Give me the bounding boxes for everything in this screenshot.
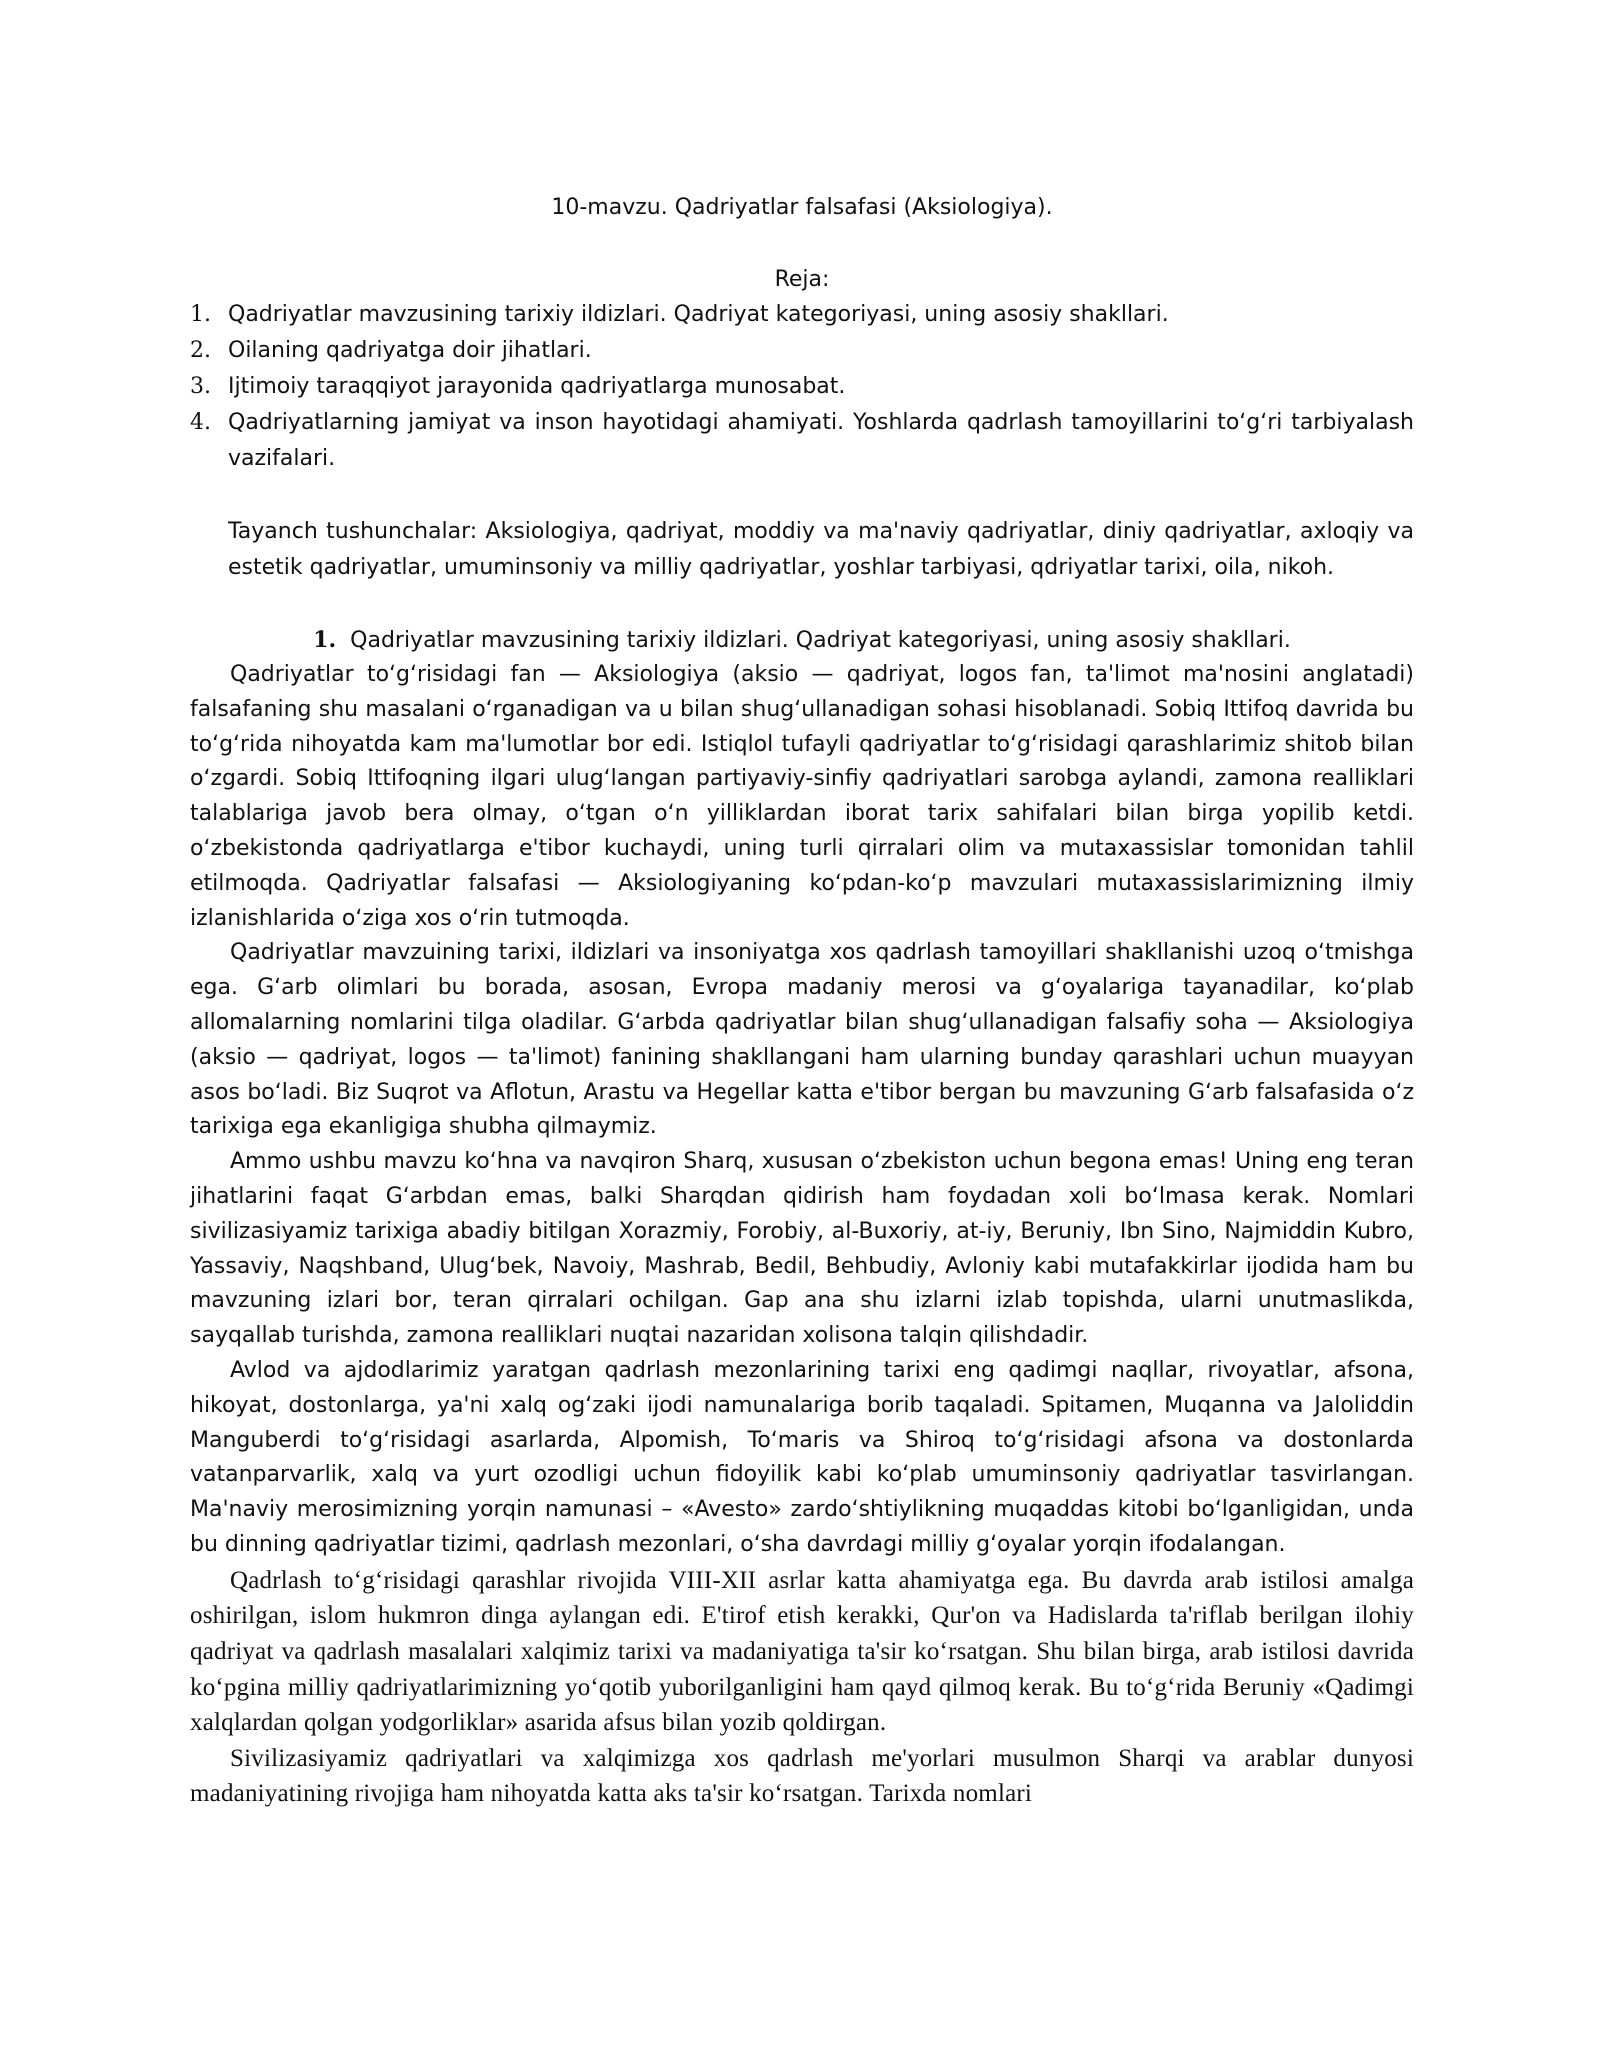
- plan-item: [190, 333, 1414, 369]
- plan-item-number: 2.: [190, 338, 211, 363]
- document-title: 10-mavzu. Qadriyatlar falsafasi (Aksiologiya).: [551, 195, 1053, 220]
- plan-item: [190, 405, 1414, 477]
- plan-item-number: 4.: [190, 410, 211, 435]
- section-body: [190, 658, 1414, 1812]
- section-heading: [190, 622, 1414, 659]
- plan-item: [190, 297, 1414, 333]
- plan-item-text: Oilaning qadriyatga doir jihatlari.: [228, 338, 592, 363]
- body-paragraph: Ammo ushbu mavzu koʻhna va navqiron Sharq, xususan oʻzbekiston uchun begona emas! Uning eng teran jihatlarini faqat Gʻarbdan emas, balki Sharqdan qidirish ham foydadan xoli boʻlmasa kerak. Nomlari sivilizasiyamiz tarixiga abadiy bitilgan Xorazmiy, Forobiy, al-Buxoriy, at-iy, Beruniy, Ibn Sino, Najmiddin Kubro, Yassaviy, Naqshband, Ulugʻbek, Navoiy, Mashrab, Bedil, Behbudiy, Avloniy kabi mutafakkirlar ijodida ham bu mavzuning izlari bor, teran qirralari ochilgan. Gap ana shu izlarni izlab topishda, ularni unutmaslikda, sayqallab turishda, zamona realliklari nuqtai nazaridan xolisona talqin qilishdadir.: [190, 1149, 1414, 1349]
- plan-title: Reja:: [774, 267, 830, 292]
- key-terms-paragraph: Tayanch tushunchalar: Aksiologiya, qadriyat, moddiy va ma'naviy qadriyatlar, diniy qadriyatlar, axloqiy va estetik qadriyatlar, umuminsoniy va milliy qadriyatlar, yoshlar tarbiyasi, qdriyatlar tarixi, oila, nikoh.: [228, 519, 1414, 580]
- section-number: 1.: [313, 627, 337, 653]
- section-heading-text: Qadriyatlar mavzusining tarixiy ildizlari. Qadriyat kategoriyasi, uning asosiy shakllari.: [350, 628, 1291, 653]
- body-paragraph: Sivilizasiyamiz qadriyatlari va xalqimizga xos qadrlash me'yorlari musulmon Sharqi va arablar dunyosi madaniyatining rivojiga ham nihoyatda katta aks ta'sir koʻrsatgan. Tarixda nomlari: [190, 1744, 1414, 1808]
- plan-item-text: Ijtimoiy taraqqiyot jarayonida qadriyatlarga munosabat.: [228, 374, 846, 399]
- plan-item-text: Qadriyatlarning jamiyat va inson hayotidagi ahamiyati. Yoshlarda qadrlash tamoyillarini toʻgʻri tarbiyalash vazifalari.: [228, 410, 1414, 471]
- plan-item-text: Qadriyatlar mavzusining tarixiy ildizlari. Qadriyat kategoriyasi, uning asosiy shakllari.: [228, 302, 1169, 327]
- plan-item: [190, 369, 1414, 405]
- body-paragraph: Qadriyatlar mavzuining tarixi, ildizlari va insoniyatga xos qadrlash tamoyillari shakllanishi uzoq oʻtmishga ega. Gʻarb olimlari bu borada, asosan, Evropa madaniy merosi va gʻoyalariga tayanadilar, koʻplab allomalarning nomlarini tilga oladilar. Gʻarbda qadriyatlar bilan shugʻullanadigan falsafiy soha — Aksiologiya (aksio — qadriyat, logos — ta'limot) fanining shakllangani ham ularning bunday qarashlari uchun muayyan asos boʻladi. Biz Suqrot va Aflotun, Arastu va Hegellar katta e'tibor bergan bu mavzuning Gʻarb falsafasida oʻz tarixiga ega ekanligiga shubha qilmaymiz.: [190, 940, 1414, 1140]
- plan-item-number: 1.: [190, 302, 211, 327]
- body-paragraph: Qadriyatlar toʻgʻrisidagi fan — Aksiologiya (aksio — qadriyat, logos fan, ta'limot ma'nosini anglatadi) falsafaning shu masalani oʻrganadigan va u bilan shugʻullanadigan sohasi hisoblanadi. Sobiq Ittifoq davrida bu toʻgʻrida nihoyatda kam ma'lumotlar bor edi. Istiqlol tufayli qadriyatlar toʻgʻrisidagi qarashlarimiz shitob bilan oʻzgardi. Sobiq Ittifoqning ilgari ulugʻlangan partiyaviy-sinfiy qadriyatlari sarobga aylandi, zamona realliklari talablariga javob bera olmay, oʻtgan oʻn yilliklardan iborat tarix sahifalari bilan birga yopilib ketdi. oʻzbekistonda qadriyatlarga e'tibor kuchaydi, uning turli qirralari olim va mutaxassislar tomonidan tahlil etilmoqda. Qadriyatlar falsafasi — Aksiologiyaning koʻpdan-koʻp mavzulari mutaxassislarimizning ilmiy izlanishlarida oʻziga xos oʻrin tutmoqda.: [190, 662, 1414, 931]
- body-paragraph: Qadrlash toʻgʻrisidagi qarashlar rivojida VIII-XII asrlar katta ahamiyatga ega. Bu davrda arab istilosi amalga oshirilgan, islom hukmron dinga aylangan edi. E'tirof etish kerakki, Qur'on va Hadislarda ta'riflab berilgan ilohiy qadriyat va qadrlash masalalari xalqimiz tarixi va madaniyatiga ta'sir koʻrsatgan. Shu bilan birga, arab istilosi davrida koʻpgina milliy qadriyatlarimizning yoʻqotib yuborilganligini ham qayd qilmoq kerak. Bu toʻgʻrida Beruniy «Qadimgi xalqlardan qolgan yodgorliklar» asarida afsus bilan yozib qoldirgan.: [190, 1566, 1414, 1737]
- plan-list: [190, 297, 1414, 477]
- plan-item-number: 3.: [190, 374, 211, 399]
- body-paragraph: Avlod va ajdodlarimiz yaratgan qadrlash mezonlarining tarixi eng qadimgi naqllar, rivoyatlar, afsona, hikoyat, dostonlarga, ya'ni xalq ogʻzaki ijodi namunalariga borib taqaladi. Spitamen, Muqanna va Jaloliddin Manguberdi toʻgʻrisidagi asarlarda, Alpomish, Toʻmaris va Shiroq toʻgʻrisidagi afsona va dostonlarda vatanparvarlik, xalq va yurt ozodligi uchun fidoyilik kabi koʻplab umuminsoniy qadriyatlar tasvirlangan. Ma'naviy merosimizning yorqin namunasi – «Avesto» zardoʻshtiylikning muqaddas kitobi boʻlganligidan, unda bu dinning qadriyatlar tizimi, qadrlash mezonlari, oʻsha davrdagi milliy gʻoyalar yorqin ifodalangan.: [190, 1357, 1414, 1557]
